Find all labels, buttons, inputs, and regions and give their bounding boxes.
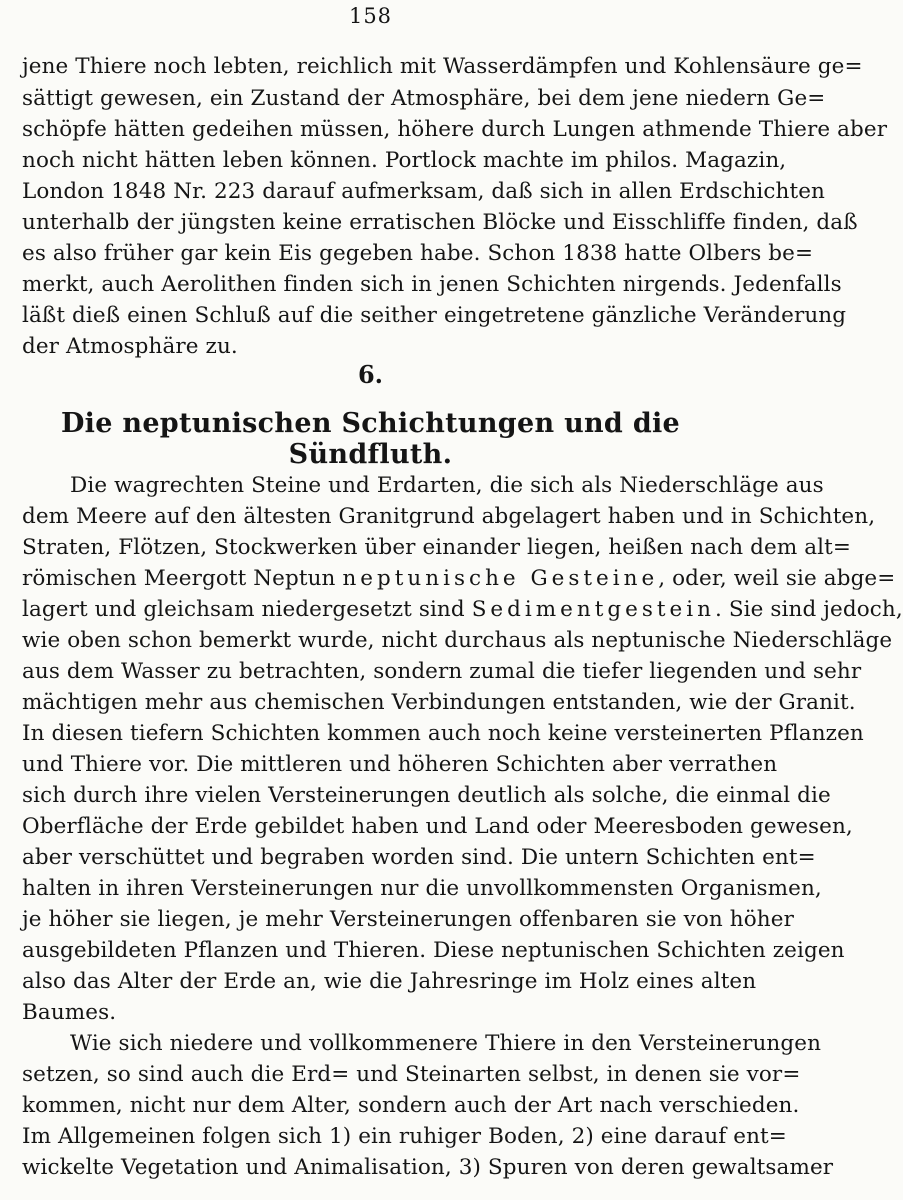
text-line: Im Allgemeinen folgen sich 1) ein ruhiger Boden, 2) eine darauf ent= bbox=[22, 1124, 787, 1149]
text-line: noch nicht hätten leben können. Portlock machte im philos. Magazin, bbox=[22, 148, 787, 173]
text-line: ausgebildeten Pflanzen und Thieren. Diese neptunischen Schichten zeigen bbox=[22, 938, 845, 963]
emphasized-term: neptunische Gesteine bbox=[342, 566, 659, 591]
text-line: mächtigen mehr aus chemischen Verbindungen entstanden, wie der Granit. bbox=[22, 690, 856, 715]
text-line: London 1848 Nr. 223 darauf aufmerksam, daß sich in allen Erdschichten bbox=[22, 179, 826, 204]
text-line: läßt dieß einen Schluß auf die seither eingetretene gänzliche Veränderung bbox=[22, 303, 847, 328]
text-line: es also früher gar kein Eis gegeben habe. Schon 1838 hatte Olbers be= bbox=[22, 241, 814, 266]
text-run: römischen Meergott Neptun bbox=[22, 566, 343, 591]
section-title: Die neptunischen Schichtungen und die Sündfluth. bbox=[60, 408, 681, 470]
text-run: , oder, weil sie abge= bbox=[658, 566, 896, 591]
text-line: wie oben schon bemerkt wurde, nicht durchaus als neptunische Niederschläge bbox=[22, 628, 893, 653]
text-line bbox=[22, 595, 903, 625]
text-line: jene Thiere noch lebten, reichlich mit Wasserdämpfen und Kohlensäure ge= bbox=[22, 54, 863, 79]
text-line: Baumes. bbox=[22, 1000, 117, 1025]
text-line: je höher sie liegen, je mehr Versteinerungen offenbaren sie von höher bbox=[22, 907, 794, 932]
page-number: 158 bbox=[348, 4, 393, 28]
text-run: . Sie sind jedoch, bbox=[714, 597, 903, 622]
text-line: wickelte Vegetation und Animalisation, 3) Spuren von deren gewaltsamer bbox=[22, 1155, 834, 1180]
text-line: setzen, so sind auch die Erd= und Steinarten selbst, in denen sie vor= bbox=[22, 1062, 801, 1087]
text-line: sättigt gewesen, ein Zustand der Atmosphäre, bei dem jene niedern Ge= bbox=[22, 86, 826, 111]
text-line: schöpfe hätten gedeihen müssen, höhere durch Lungen athmende Thiere aber bbox=[22, 117, 888, 142]
text-line: In diesen tiefern Schichten kommen auch noch keine versteinerten Pflanzen bbox=[22, 721, 864, 746]
text-line: der Atmosphäre zu. bbox=[22, 334, 238, 359]
text-line: Oberfläche der Erde gebildet haben und Land oder Meeresboden gewesen, bbox=[22, 814, 853, 839]
text-line: Die wagrechten Steine und Erdarten, die sich als Niederschläge aus bbox=[70, 473, 824, 498]
text-line: unterhalb der jüngsten keine erratischen Blöcke und Eisschliffe finden, daß bbox=[22, 210, 858, 235]
text-line: aus dem Wasser zu betrachten, sondern zumal die tiefer liegenden und sehr bbox=[22, 659, 862, 684]
text-line: halten in ihren Versteinerungen nur die unvollkommensten Organismen, bbox=[22, 876, 822, 901]
text-line bbox=[22, 564, 896, 594]
text-line: aber verschüttet und begraben worden sind. Die untern Schichten ent= bbox=[22, 845, 816, 870]
text-line: merkt, auch Aerolithen finden sich in jenen Schichten nirgends. Jedenfalls bbox=[22, 272, 842, 297]
section-number: 6. bbox=[357, 360, 384, 389]
text-line: und Thiere vor. Die mittleren und höheren Schichten aber verrathen bbox=[22, 752, 778, 777]
text-line: kommen, nicht nur dem Alter, sondern auch der Art nach verschieden. bbox=[22, 1093, 800, 1118]
text-line: Wie sich niedere und vollkommenere Thiere in den Versteinerungen bbox=[70, 1031, 822, 1056]
emphasized-term: Sedimentgestein bbox=[471, 597, 715, 622]
text-line: Straten, Flötzen, Stockwerken über einander liegen, heißen nach dem alt= bbox=[22, 535, 851, 560]
text-line: dem Meere auf den ältesten Granitgrund abgelagert haben und in Schichten, bbox=[22, 504, 876, 529]
text-line: sich durch ihre vielen Versteinerungen deutlich als solche, die einmal die bbox=[22, 783, 831, 808]
text-run: lagert und gleichsam niedergesetzt sind bbox=[22, 597, 472, 622]
text-line: also das Alter der Erde an, wie die Jahresringe im Holz eines alten bbox=[22, 969, 757, 994]
